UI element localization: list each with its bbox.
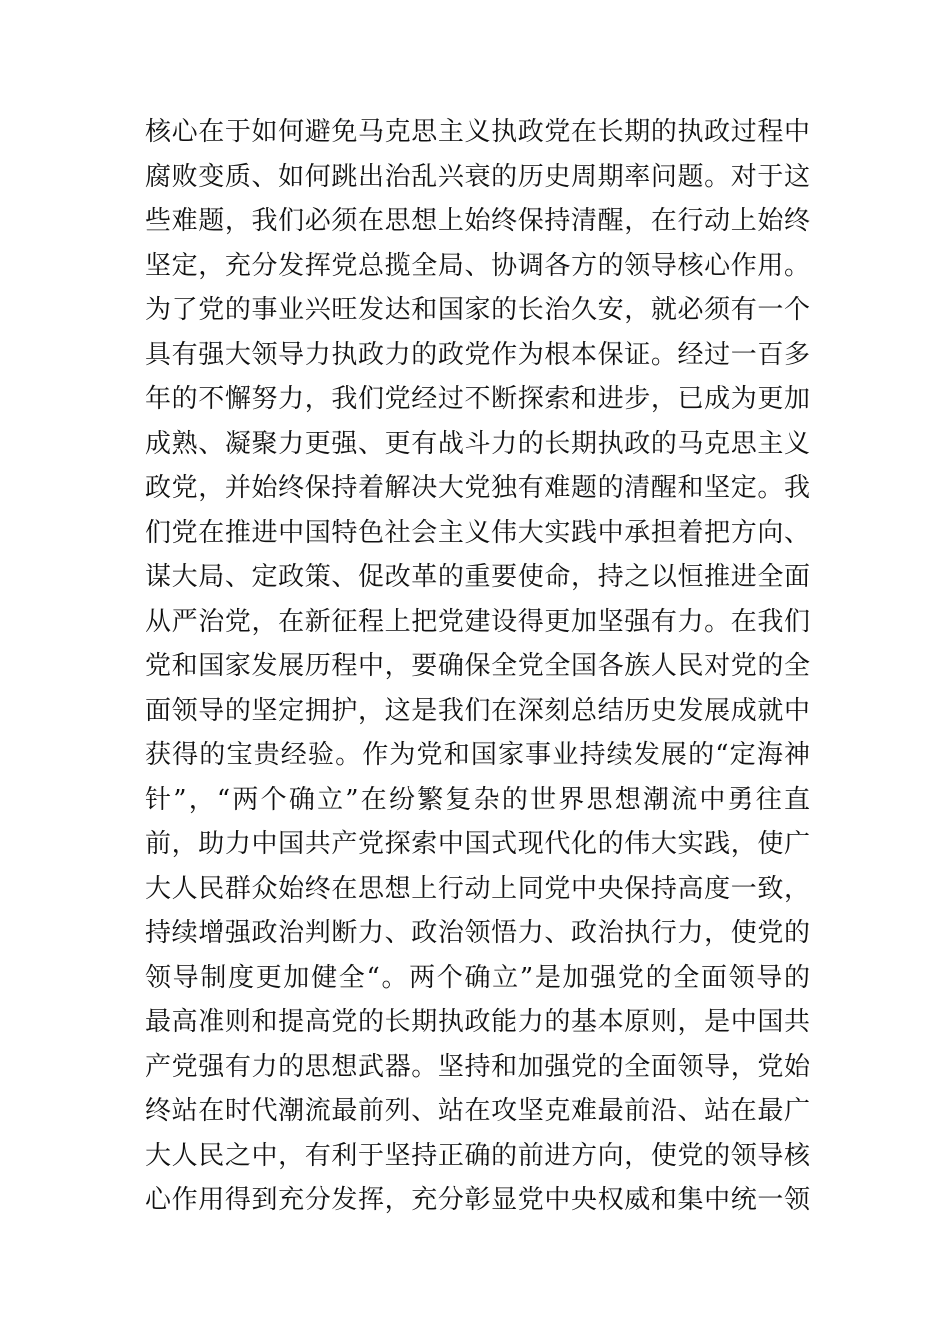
text-line-12: 从严治党，在新征程上把党建设得更加坚强有力。在我们 [145, 606, 810, 637]
text-line-23: 终站在时代潮流最前列、站在攻坚克难最前沿、站在最广 [145, 1096, 810, 1126]
text-line-3: 些难题，我们必须在思想上始终保持清醒，在行动上始终 [145, 206, 810, 236]
text-line-16: 针”，“两个确立”在纷繁复杂的世界思想潮流中勇往直 [145, 784, 810, 815]
text-line-14: 面领导的坚定拥护，这是我们在深刻总结历史发展成就中 [145, 695, 810, 726]
text-line-8: 成熟、凝聚力更强、更有战斗力的长期执政的马克思主义 [145, 428, 810, 459]
text-line-7: 年的不懈努力，我们党经过不断探索和进步，已成为更加 [145, 384, 810, 414]
text-line-21: 最高准则和提高党的长期执政能力的基本原则，是中国共 [145, 1007, 810, 1037]
text-line-25: 心作用得到充分发挥，充分彰显党中央权威和集中统一领 [145, 1185, 810, 1215]
body-text [145, 110, 810, 1223]
text-line-11: 谋大局、定政策、促改革的重要使命，持之以恒推进全面 [145, 562, 810, 592]
text-line-15: 获得的宝贵经验。作为党和国家事业持续发展的“定海神 [145, 740, 810, 770]
text-line-4: 坚定，充分发挥党总揽全局、协调各方的领导核心作用。 [145, 250, 810, 281]
text-line-18: 大人民群众始终在思想上行动上同党中央保持高度一致， [145, 873, 810, 904]
text-line-5: 为了党的事业兴旺发达和国家的长治久安，就必须有一个 [145, 295, 810, 325]
text-line-2: 腐败变质、如何跳出治乱兴衰的历史周期率问题。对于这 [145, 161, 810, 192]
text-line-13: 党和国家发展历程中，要确保全党全国各族人民对党的全 [145, 651, 810, 681]
text-line-9: 政党，并始终保持着解决大党独有难题的清醒和坚定。我 [145, 473, 810, 503]
text-line-6: 具有强大领导力执政力的政党作为根本保证。经过一百多 [145, 339, 810, 370]
text-line-10: 们党在推进中国特色社会主义伟大实践中承担着把方向、 [145, 517, 810, 548]
text-line-19: 持续增强政治判断力、政治领悟力、政治执行力，使党的 [145, 918, 810, 948]
text-line-1: 核心在于如何避免马克思主义执政党在长期的执政过程中 [145, 117, 810, 147]
text-line-17: 前，助力中国共产党探索中国式现代化的伟大实践，使广 [145, 829, 810, 859]
text-line-24: 大人民之中，有利于坚持正确的前进方向，使党的领导核 [145, 1140, 810, 1171]
text-line-22: 产党强有力的思想武器。坚持和加强党的全面领导，党始 [145, 1051, 810, 1082]
text-line-20: 领导制度更加健全“。两个确立”是加强党的全面领导的 [145, 962, 810, 993]
